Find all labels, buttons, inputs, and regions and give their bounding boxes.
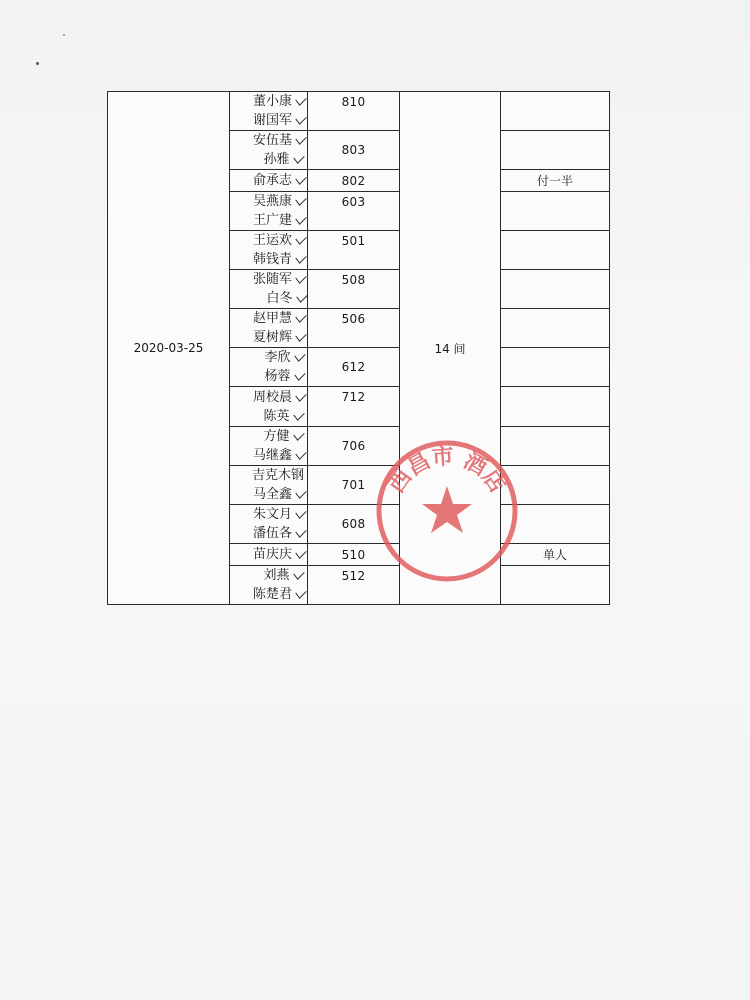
checkmark-icon <box>295 310 306 323</box>
date-cell: 2020-03-25 <box>108 92 230 605</box>
guest-name: 韩钱青 <box>252 252 292 267</box>
total-rooms-cell: 14 间 <box>400 92 501 605</box>
note-cell <box>501 309 610 348</box>
guest-name: 周校晨 <box>252 389 292 405</box>
scan-speck <box>63 34 65 36</box>
room-number: 706 <box>341 439 366 453</box>
note-cell <box>501 387 610 427</box>
guest-name: 马继鑫 <box>252 448 292 463</box>
checkmark-icon <box>295 112 306 125</box>
note-cell <box>501 131 610 170</box>
room-number-cell <box>308 270 400 309</box>
guest-name: 董小康 <box>252 94 292 109</box>
checkmark-icon <box>295 271 306 284</box>
guest-name: 朱文月 <box>252 507 292 522</box>
checkmark-icon <box>295 93 306 106</box>
checkmark-icon <box>295 193 306 206</box>
checkmark-icon <box>295 546 306 559</box>
room-number: 608 <box>341 517 366 531</box>
room-number: 712 <box>341 390 366 404</box>
room-number-cell <box>308 231 400 270</box>
guest-names-cell <box>230 92 308 131</box>
checkmark-icon <box>293 428 304 441</box>
room-number: 803 <box>341 143 366 157</box>
guest-names-cell <box>230 192 308 231</box>
guest-names-cell <box>230 427 308 466</box>
guest-name: 苗庆庆 <box>252 547 292 562</box>
room-number: 802 <box>341 173 366 188</box>
guest-names-cell <box>230 566 308 605</box>
guest-names-cell <box>230 544 308 566</box>
checkmark-icon <box>295 525 306 538</box>
checkmark-icon <box>295 132 306 145</box>
guest-names-cell <box>230 309 308 348</box>
guest-names-cell <box>230 131 308 170</box>
note-cell <box>501 348 610 387</box>
guest-names-cell <box>230 231 308 270</box>
room-number: 612 <box>341 360 366 374</box>
seal-text: 西昌市 酒店 <box>383 443 511 498</box>
guest-name: 俞承志 <box>252 173 292 188</box>
guest-name: 白冬 <box>266 291 293 306</box>
room-number-cell <box>308 170 400 192</box>
guest-names-cell <box>230 466 308 505</box>
guest-name: 王运欢 <box>252 233 292 248</box>
guest-name: 安伍基 <box>252 133 292 148</box>
room-number: 701 <box>341 478 366 492</box>
checkmark-icon <box>293 567 304 580</box>
guest-name: 孙雅 <box>263 152 290 167</box>
checkmark-icon <box>295 251 306 264</box>
room-number: 501 <box>341 234 366 248</box>
guest-name: 夏树辉 <box>252 330 292 345</box>
guest-names-cell <box>230 387 308 427</box>
checkmark-icon <box>296 290 307 303</box>
room-number-cell <box>308 348 400 387</box>
note-cell <box>501 270 610 309</box>
checkmark-icon <box>295 389 306 402</box>
room-number: 510 <box>341 547 366 562</box>
guest-name: 陈楚君 <box>252 587 292 602</box>
checkmark-icon <box>295 212 306 225</box>
guest-name: 马全鑫 <box>252 487 292 502</box>
guest-name: 刘燕 <box>263 568 290 583</box>
guest-names-cell <box>230 170 308 192</box>
room-number: 512 <box>341 569 366 583</box>
checkmark-icon <box>295 447 306 460</box>
guest-name: 李欣 <box>264 350 291 365</box>
guest-name: 吉克木钢 <box>252 468 305 483</box>
table-row <box>108 92 610 131</box>
checkmark-icon <box>293 151 304 164</box>
note-cell <box>501 192 610 231</box>
checkmark-icon <box>295 172 306 185</box>
checkmark-icon <box>294 368 305 381</box>
note-cell: 单人 <box>501 544 610 566</box>
guest-name: 吴燕康 <box>252 194 292 209</box>
guest-names-cell <box>230 270 308 309</box>
room-number: 810 <box>341 95 366 109</box>
checkmark-icon <box>294 349 305 362</box>
checkmark-icon <box>295 329 306 342</box>
room-number: 506 <box>341 312 366 326</box>
room-roster-table <box>107 91 610 605</box>
room-number: 508 <box>341 273 366 287</box>
room-number-cell <box>308 387 400 427</box>
guest-name: 谢国军 <box>252 113 292 128</box>
checkmark-icon <box>295 486 306 499</box>
seal-star-icon <box>422 486 472 533</box>
guest-names-cell <box>230 505 308 544</box>
guest-name: 陈英 <box>263 408 290 424</box>
guest-name: 潘伍各 <box>252 526 292 541</box>
scan-speck <box>36 62 39 65</box>
checkmark-icon <box>295 506 306 519</box>
room-number: 603 <box>341 195 366 209</box>
note-cell: 付一半 <box>501 170 610 192</box>
guest-name: 王广建 <box>252 213 292 228</box>
red-official-seal <box>372 436 522 586</box>
guest-names-cell <box>230 348 308 387</box>
guest-name: 张随军 <box>252 272 292 287</box>
note-cell <box>501 92 610 131</box>
guest-name: 方健 <box>263 429 290 444</box>
note-cell <box>501 231 610 270</box>
guest-name: 杨蓉 <box>264 369 291 384</box>
checkmark-icon <box>293 408 304 421</box>
checkmark-icon <box>295 232 306 245</box>
room-number-cell <box>308 192 400 231</box>
guest-name: 赵甲慧 <box>252 311 292 326</box>
checkmark-icon <box>295 586 306 599</box>
room-number-cell <box>308 92 400 131</box>
room-number-cell <box>308 131 400 170</box>
room-number-cell <box>308 309 400 348</box>
